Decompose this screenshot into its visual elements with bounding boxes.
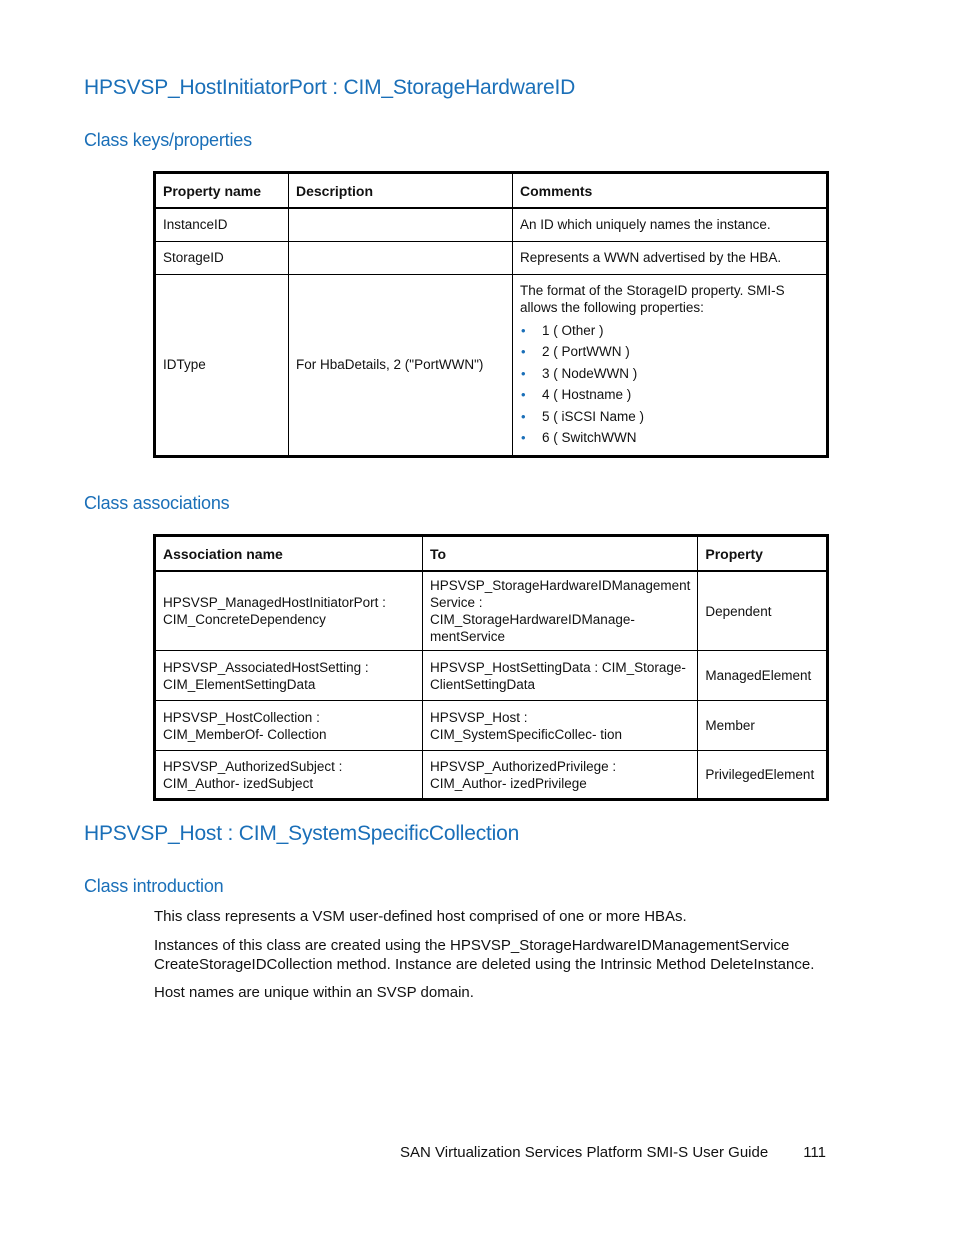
class-keys-table (153, 171, 829, 458)
association-name-cell: HPSVSP_ManagedHostInitiatorPort : CIM_ConcreteDependency (155, 571, 423, 651)
bullet-icon: • (521, 408, 526, 424)
idtype-options-list (520, 320, 819, 449)
association-to-cell: HPSVSP_StorageHardwareIDManagement Service : CIM_StorageHardwareIDManage- mentService (423, 571, 698, 651)
list-item: • 5 ( iSCSI Name ) (520, 406, 819, 428)
list-item: • 3 ( NodeWWN ) (520, 363, 819, 385)
table-row (155, 701, 828, 751)
bullet-icon: • (521, 430, 526, 445)
association-property-cell: Dependent (698, 571, 828, 651)
table-row (155, 241, 828, 274)
association-name-cell: HPSVSP_AssociatedHostSetting : CIM_ElementSettingData (155, 651, 423, 701)
table-header-row (155, 536, 828, 572)
property-name-cell: IDType (155, 274, 289, 456)
comments-cell: Represents a WWN advertised by the HBA. (513, 241, 828, 274)
association-property-cell: ManagedElement (698, 651, 828, 701)
column-header: Comments (513, 173, 828, 209)
list-item: • 6 ( SwitchWWN (520, 427, 819, 449)
section-title-host: HPSVSP_Host : CIM_SystemSpecificCollection (84, 822, 520, 845)
column-header: Description (289, 173, 513, 209)
class-introduction-heading: Class introduction (84, 876, 224, 896)
association-name-cell: HPSVSP_HostCollection : CIM_MemberOf- Collection (155, 701, 423, 751)
footer-document-title: SAN Virtualization Services Platform SMI-S User Guide (400, 1144, 769, 1161)
intro-paragraph: Host names are unique within an SVSP domain. (154, 984, 474, 1001)
association-to-cell: HPSVSP_HostSettingData : CIM_Storage- ClientSettingData (423, 651, 698, 701)
association-property-cell: Member (698, 701, 828, 751)
table-row (155, 274, 828, 456)
description-cell (289, 208, 513, 241)
list-item: • 1 ( Other ) (520, 320, 819, 342)
column-header: To (423, 536, 698, 572)
class-keys-heading: Class keys/properties (84, 130, 252, 150)
bullet-icon: • (521, 344, 526, 359)
table-row (155, 651, 828, 701)
column-header: Property name (155, 173, 289, 209)
comments-cell (513, 274, 828, 456)
list-item: • 2 ( PortWWN ) (520, 341, 819, 363)
property-name-cell: InstanceID (155, 208, 289, 241)
table-header-row (155, 173, 828, 209)
table-row (155, 208, 828, 241)
intro-paragraph: Instances of this class are created using the HPSVSP_StorageHardwareIDManagementService CreateStorageIDCollection method. Instance are deleted using the Intrinsic Method DeleteInstance. (154, 937, 815, 973)
class-associations-table (153, 534, 829, 801)
comments-text: The format of the StorageID property. SMI-S allows the following properties: (520, 282, 785, 315)
class-associations-heading: Class associations (84, 493, 230, 513)
intro-paragraph: This class represents a VSM user-defined host comprised of one or more HBAs. (154, 908, 687, 925)
section-title-host-initiator-port: HPSVSP_HostInitiatorPort : CIM_StorageHardwareID (84, 76, 576, 99)
table-row (155, 571, 828, 651)
association-property-cell: PrivilegedElement (698, 751, 828, 800)
association-name-cell: HPSVSP_AuthorizedSubject : CIM_Author- izedSubject (155, 751, 423, 800)
association-to-cell: HPSVSP_Host : CIM_SystemSpecificCollec- tion (423, 701, 698, 751)
column-header: Property (698, 536, 828, 572)
property-name-cell: StorageID (155, 241, 289, 274)
list-item: • 4 ( Hostname ) (520, 384, 819, 406)
bullet-icon: • (521, 387, 526, 402)
bullet-icon: • (521, 365, 526, 381)
description-cell (289, 241, 513, 274)
comments-cell: An ID which uniquely names the instance. (513, 208, 828, 241)
page-number: 111 (803, 1144, 826, 1161)
bullet-icon: • (521, 322, 526, 338)
description-cell: For HbaDetails, 2 ("PortWWN") (289, 274, 513, 456)
table-row (155, 751, 828, 800)
column-header: Association name (155, 536, 423, 572)
association-to-cell: HPSVSP_AuthorizedPrivilege : CIM_Author- izedPrivilege (423, 751, 698, 800)
